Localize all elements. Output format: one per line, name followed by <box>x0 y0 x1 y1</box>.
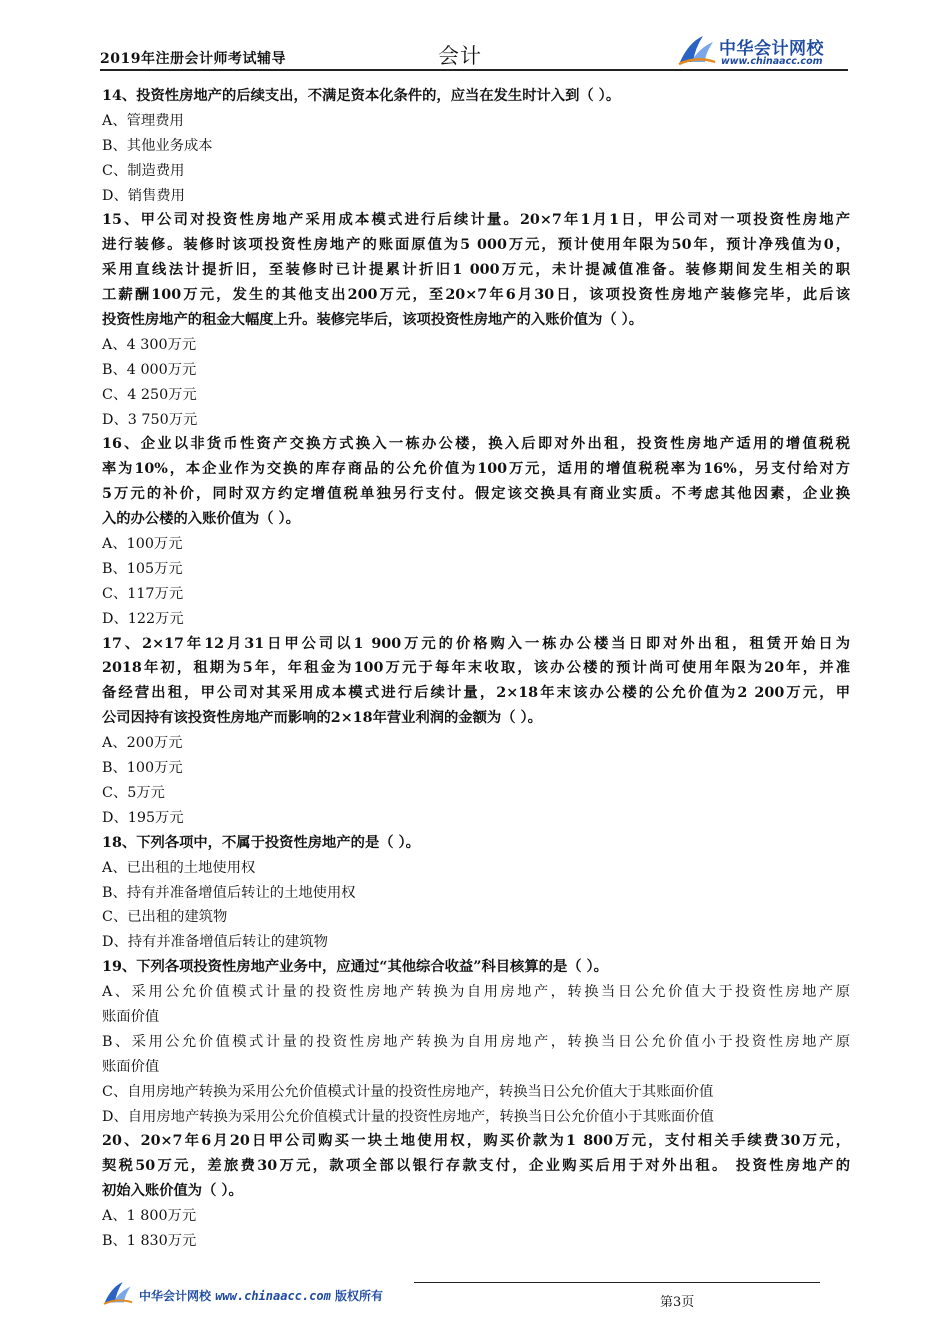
option-line: B、采用公允价值模式计量的投资性房地产转换为自用房地产，转换当日公允价值小于投资性房地产原 <box>102 1033 850 1050</box>
option-line: B、100万元 <box>102 760 183 777</box>
option-line: D、122万元 <box>102 610 184 627</box>
option-line: D、销售费用 <box>102 187 185 204</box>
option-line: C、已出租的建筑物 <box>102 909 228 926</box>
logo-url: www.chinaacc.com <box>721 56 823 67</box>
option-line: 账面价值 <box>102 1058 160 1075</box>
option-line: A、4 300万元 <box>102 336 197 353</box>
question-line: 工薪酬100万元，发生的其他支出200万元，至20×7年6月30日，该项投资性房地产装修完毕，此后该 <box>102 287 850 304</box>
exam-title: 2019年注册会计师考试辅导 <box>100 51 286 67</box>
option-line: D、195万元 <box>102 809 184 826</box>
option-line: B、105万元 <box>102 560 183 577</box>
footer-copyright <box>139 1287 383 1304</box>
question-line: 18、下列各项中，不属于投资性房地产的是（ ）。 <box>102 834 420 851</box>
chinaacc-logo[interactable] <box>677 32 852 68</box>
option-line: A、采用公允价值模式计量的投资性房地产转换为自用房地产，转换当日公允价值大于投资性房地产原 <box>102 984 850 1001</box>
question-line: 19、下列各项投资性房地产业务中，应通过“其他综合收益”科目核算的是（ ）。 <box>102 959 608 976</box>
footer-url[interactable]: www.chinaacc.com <box>215 1289 331 1303</box>
question-line: 16、企业以非货币性资产交换方式换入一栋办公楼，换入后即对外出租，投资性房地产适用的增值税税 <box>102 436 850 453</box>
option-line: B、持有并准备增值后转让的土地使用权 <box>102 884 356 901</box>
question-line: 备经营出租，甲公司对其采用成本模式进行后续计量，2×18年末该办公楼的公允价值为2 200万元，甲 <box>102 685 850 702</box>
subject-title: 会计 <box>438 44 482 68</box>
page-number: 第3页 <box>660 1295 695 1310</box>
question-line: 14、投资性房地产的后续支出，不满足资本化条件的，应当在发生时计入到（ ）。 <box>102 88 621 104</box>
option-line: A、管理费用 <box>102 112 184 129</box>
option-line: B、4 000万元 <box>102 361 197 378</box>
option-line: A、200万元 <box>102 735 183 752</box>
option-line: C、5万元 <box>102 784 165 801</box>
footer-brand: 中华会计网校 <box>139 1289 212 1303</box>
option-line: B、1 830万元 <box>102 1232 197 1249</box>
page-footer <box>100 1276 850 1316</box>
chinaacc-logo-icon <box>677 32 717 68</box>
question-line: 率为10%，本企业作为交换的库存商品的公允价值为100万元，适用的增值税税率为16%，另支付给对方 <box>102 461 850 478</box>
question-line: 采用直线法计提折旧，至装修时已计提累计折旧1 000万元，未计提减值准备。装修期间发生相关的职 <box>102 262 850 279</box>
question-line: 初始入账价值为（ ）。 <box>102 1183 243 1200</box>
question-line: 5万元的补价，同时双方约定增值税单独另行支付。假定该交换具有商业实质。不考虑其他因素，企业换 <box>102 486 850 503</box>
question-line: 进行装修。装修时该项投资性房地产的账面原值为5 000万元，预计使用年限为50年，预计净残值为0， <box>102 237 850 254</box>
question-line: 投资性房地产的租金大幅度上升。装修完毕后，该项投资性房地产的入账价值为（ ）。 <box>102 312 644 329</box>
option-line: A、1 800万元 <box>102 1208 197 1225</box>
option-line: D、自用房地产转换为采用公允价值模式计量的投资性房地产，转换当日公允价值小于其账面价值 <box>102 1108 714 1125</box>
option-line: C、117万元 <box>102 585 184 602</box>
option-line: C、制造费用 <box>102 162 185 179</box>
question-list <box>102 84 850 1254</box>
footer-divider <box>414 1282 820 1283</box>
option-line: D、3 750万元 <box>102 411 198 428</box>
question-line: 入的办公楼的入账价值为（ ）。 <box>102 511 300 528</box>
header-divider <box>100 69 848 71</box>
question-line: 20、20×7年6月20日甲公司购买一块土地使用权，购买价款为1 800万元，支付相关手续费30万元， <box>102 1133 850 1150</box>
question-line: 契税50万元，差旅费30万元，款项全部以银行存款支付，企业购买后用于对外出租。 投资性房地产的 <box>102 1158 850 1175</box>
footer-logo-icon <box>102 1279 134 1307</box>
question-line: 17、2×17年12月31日甲公司以1 900万元的价格购入一栋办公楼当日即对外出租，租赁开始日为 <box>102 635 850 652</box>
logo-name: 中华会计网校 <box>719 39 824 59</box>
question-line: 公司因持有该投资性房地产而影响的2×18年营业利润的金额为（ ）。 <box>102 710 542 727</box>
question-line: 15、甲公司对投资性房地产采用成本模式进行后续计量。20×7年1月1日，甲公司对一项投资性房地产 <box>102 212 851 229</box>
footer-rights: 版权所有 <box>334 1289 383 1303</box>
option-line: C、4 250万元 <box>102 386 197 403</box>
question-line: 2018年初，租期为5年，年租金为100万元于每年末收取，该办公楼的预计尚可使用年限为20年，并准 <box>102 660 850 677</box>
option-line: 账面价值 <box>102 1008 160 1025</box>
option-line: D、持有并准备增值后转让的建筑物 <box>102 934 328 951</box>
option-line: A、已出租的土地使用权 <box>102 859 256 876</box>
page-header <box>100 30 850 75</box>
option-line: A、100万元 <box>102 536 183 553</box>
option-line: C、自用房地产转换为采用公允价值模式计量的投资性房地产，转换当日公允价值大于其账面价值 <box>102 1083 714 1100</box>
option-line: B、其他业务成本 <box>102 137 213 154</box>
